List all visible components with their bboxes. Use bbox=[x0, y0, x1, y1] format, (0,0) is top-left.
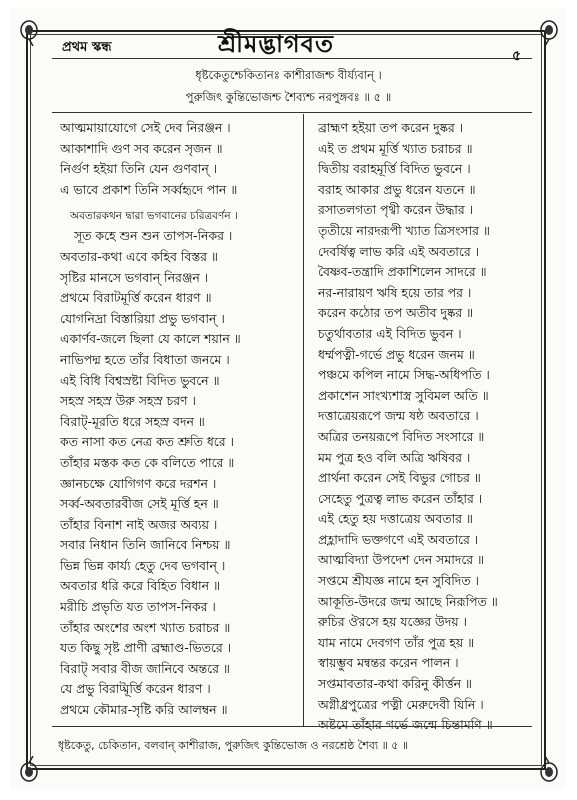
page-number: ৫ bbox=[512, 48, 522, 64]
text-line: আকূতি-উদরে জন্ম আছে নিরূপিত ॥ bbox=[318, 593, 498, 609]
text-line: আত্মবিদ্যা উপদেশ দেন সমাদরে ॥ bbox=[318, 552, 485, 568]
left-column bbox=[60, 118, 300, 721]
verse-line-2: পুরুজিৎ কুন্তিভোজশ্চ শৈব্যশ্চ নরপুঙ্গবঃ ॥ ৫ ॥ bbox=[185, 90, 392, 104]
text-line: দেবর্ষিত্ব লাভ করি এই অবতারে । bbox=[318, 243, 480, 259]
text-line: করেন কঠোর তপ অতীব দুষ্কর ॥ bbox=[318, 305, 474, 321]
text-line: বরাহ আকার প্রভু ধরেন যতনে ॥ bbox=[318, 181, 476, 197]
footer-translation: ধৃষ্টকেতু, চেকিতান, বলবান্ কাশীরাজ, পুরুজিৎ কুন্তিভোজ ও নরশ্রেষ্ঠ শৈব্য ॥ ৫ ॥ bbox=[58, 739, 409, 752]
text-line: সর্ব্ব-অবতারবীজ সেই মূর্ত্তি হন ॥ bbox=[60, 496, 219, 512]
text-line: নির্গুণ হইয়া তিনি যেন গুণবান্ । bbox=[60, 161, 218, 177]
text-line: অগ্নীধ্রপুত্রের পত্নী মেরুদেবী যিনি । bbox=[318, 696, 484, 712]
text-line: অবতার-কথা এবে কহিব বিস্তর ॥ bbox=[60, 248, 218, 264]
header-divider bbox=[52, 58, 532, 59]
peacock-feather-icon bbox=[538, 20, 560, 46]
text-line: নর-নারায়ণ ঋষি হয়ে তার পর । bbox=[318, 284, 472, 300]
text-line: রসাতলগতা পৃথ্বী করেন উদ্ধার । bbox=[318, 202, 474, 218]
text-line: রুচির ঔরসে হয় যজ্ঞের উদয় । bbox=[318, 614, 467, 630]
text-line: এই ত প্রথম মূর্ত্তি খ্যাত চরাচর ॥ bbox=[318, 140, 473, 156]
text-line: সেহেতু পুত্রত্ব লাভ করেন তাঁহার । bbox=[318, 490, 483, 506]
text-line: বৈষ্ণব-তন্ত্রাদি প্রকাশিলেন সাদরে ॥ bbox=[318, 264, 487, 280]
peacock-feather-icon bbox=[18, 756, 40, 782]
peacock-feather-icon bbox=[18, 20, 40, 46]
text-line: প্রথমে বিরাটমূর্ত্তি করেন ধারণ ॥ bbox=[60, 290, 212, 306]
footer-divider bbox=[52, 726, 532, 727]
text-line: বিরাট্ সবার বীজ জানিবে অন্তরে ॥ bbox=[60, 660, 230, 676]
text-line: যে প্রভু বিরাট্মূর্ত্তি করেন ধারণ । bbox=[60, 681, 211, 697]
text-line: স্বায়ম্ভুব মন্বন্তর করেন পালন । bbox=[318, 655, 459, 671]
text-line: একার্ণব-জলে ছিলা যে কালে শয়ান ॥ bbox=[60, 331, 241, 347]
text-line: ভিন্ন ভিন্ন কার্য্য হেতু দেব ভগবান্ । bbox=[60, 557, 226, 573]
text-line: প্রার্থনা করেন সেই বিভুর গোচর ॥ bbox=[318, 470, 481, 486]
text-line: যত কিছু সৃষ্ট প্রাণী ব্রহ্মাণ্ড-ভিতরে । bbox=[60, 640, 232, 656]
text-line: অষ্টমে তাঁহার গর্ভে জন্মে চিন্তামণি ॥ bbox=[318, 717, 493, 733]
text-line: যাম নামে দেবগণ তাঁর পুত্র হয় ॥ bbox=[318, 634, 475, 650]
text-line: তাঁহার অংশের অংশ খ্যাত চরাচর ॥ bbox=[60, 619, 231, 635]
section-heading: অবতারকথন দ্বারা ভগবানের চরিত্রবর্ণন । bbox=[70, 210, 238, 223]
text-line: ধর্ম্মপত্নী-গর্ভে প্রভু ধরেন জনম ॥ bbox=[318, 346, 475, 362]
text-line: অত্রির তনয়রূপে বিদিত সংসারে ॥ bbox=[318, 428, 485, 444]
text-line: সৃষ্টির মানসে ভগবান্ নিরঞ্জন । bbox=[60, 269, 209, 285]
text-line: সপ্তমে শ্রীযজ্ঞ নামে হন সুবিদিত । bbox=[318, 573, 479, 589]
text-line: সবার নিধান তিনি জানিবে নিশ্চয় ॥ bbox=[60, 537, 231, 553]
text-line: বিরাট্-মূরতি ধরে সহস্র বদন ॥ bbox=[60, 413, 205, 429]
text-line: দ্বিতীয় বরাহমূর্ত্তি বিদিত ভুবনে । bbox=[318, 161, 471, 177]
text-line: আকাশাদি গুণ সব করেন সৃজন ॥ bbox=[60, 140, 223, 156]
text-line: এই বিধি বিশ্বস্রষ্টা বিদিত ভুবনে ॥ bbox=[60, 372, 220, 388]
column-divider bbox=[303, 114, 304, 726]
peacock-feather-icon bbox=[538, 756, 560, 782]
text-line: প্রথমে কৌমার-সৃষ্টি করি আলম্বন ॥ bbox=[60, 702, 228, 718]
verse-divider bbox=[52, 112, 532, 113]
text-line: জ্ঞানচক্ষে যোগিগণ করে দরশন । bbox=[60, 475, 217, 491]
text-line: তাঁহার মস্তক কত কে বলিতে পারে ॥ bbox=[60, 454, 235, 470]
text-line: দত্তাত্রেয়রূপে জন্ম ষষ্ঠ অবতারে । bbox=[318, 408, 479, 424]
text-line: চতুর্থাবতার এই বিদিত ভুবন । bbox=[318, 325, 462, 341]
text-line: ব্রাহ্মণ হইয়া তপ করেন দুষ্কর । bbox=[318, 120, 464, 135]
text-line: তাঁহার বিনাশ নাই অজর অব্যয় । bbox=[60, 516, 218, 532]
verse-line-1: ধৃষ্টকেতুশ্চেকিতানঃ কাশীরাজশ্চ বীর্য্যবান্ । bbox=[195, 68, 382, 82]
text-line: মম পুত্র হও বলি অত্রি ঋষিবর । bbox=[318, 449, 471, 465]
text-line: অবতার ধরি করে বিহিত বিধান ॥ bbox=[60, 578, 220, 594]
text-line: প্রহ্লাদাদি ভক্তগণে এই অবতারে । bbox=[318, 531, 479, 547]
text-line: সহস্র সহস্র উরু সহস্র চরণ । bbox=[60, 393, 196, 409]
right-column bbox=[318, 118, 538, 736]
text-line: এ ভাবে প্রকাশ তিনি সর্ব্বহৃদে পান ॥ bbox=[60, 181, 238, 197]
text-line: তৃতীয়ে নারদরূপী খ্যাত ত্রিসংসার ॥ bbox=[318, 222, 490, 238]
text-line: যোগনিদ্রা বিস্তারিয়া প্রভু ভগবান্ । bbox=[60, 310, 225, 326]
text-line: নাভিপদ্ম হতে তাঁর বিধাতা জনমে । bbox=[60, 351, 230, 367]
text-line: আত্মমায়াযোগে সেই দেব নিরঞ্জন । bbox=[60, 120, 231, 135]
page-title: শ্রীমদ্ভাগবত bbox=[218, 29, 335, 58]
text-line: কত নাসা কত নেত্র কত শ্রুতি ধরে । bbox=[60, 434, 234, 450]
canto-label: প্রথম স্কন্ধ bbox=[62, 40, 112, 55]
text-line: মরীচি প্রভৃতি যত তাপস-নিকর । bbox=[60, 599, 216, 615]
text-line: এই হেতু হয় দত্তাত্রেয় অবতার ॥ bbox=[318, 511, 473, 527]
text-line: সূত কহে শুন শুন তাপস-নিকর । bbox=[74, 228, 233, 244]
text-line: পঞ্চমে কপিল নামে সিদ্ধ-অধিপতি । bbox=[318, 367, 490, 383]
text-line: সপ্তমাবতার-কথা করিনু কীর্ত্তন ॥ bbox=[318, 676, 472, 692]
text-line: প্রকাশেন সাংখ্যশাস্ত্র সুবিমল অতি ॥ bbox=[318, 387, 489, 403]
